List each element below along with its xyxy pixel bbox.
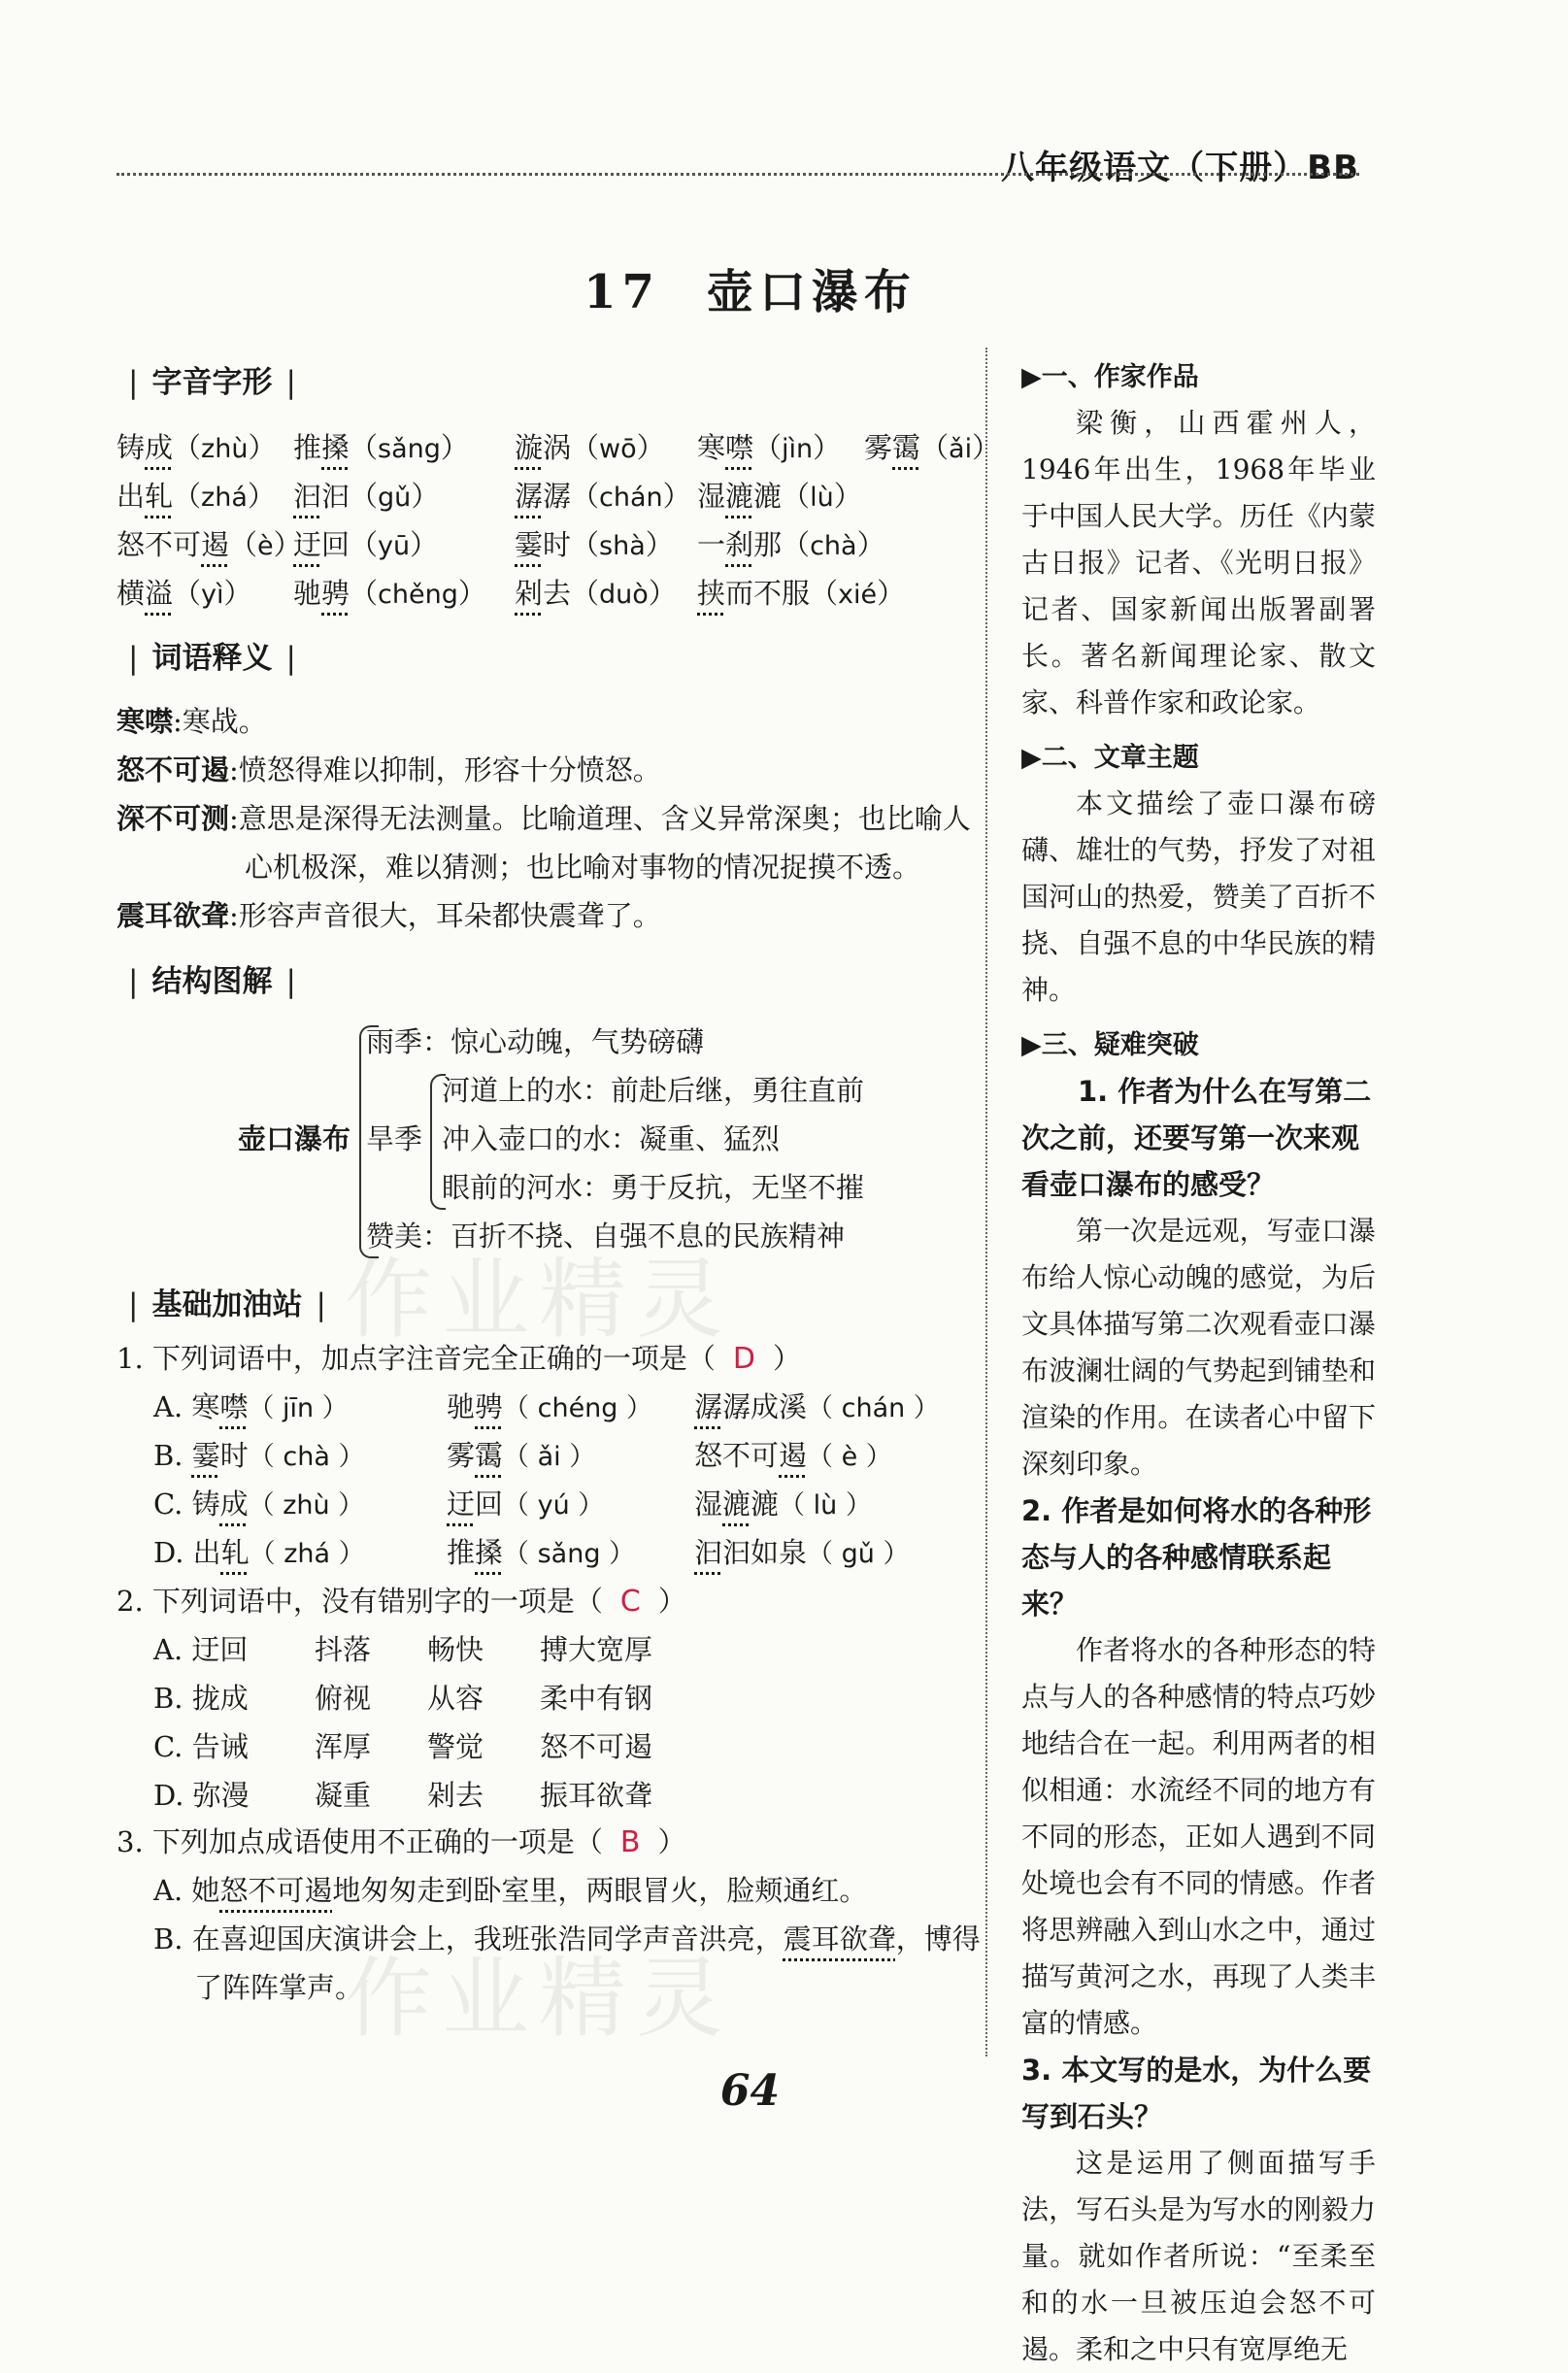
question-3: 3. 下列加点成语使用不正确的一项是（ B ） [117,1825,686,1859]
option-item: 迂回（ yú ） [447,1487,605,1521]
section-ciyu: | 词语释义 | [128,641,296,676]
page-number: 64 [719,2066,781,2116]
question-1-options [153,1383,979,1577]
pinyin-item: 雾霭（ǎi） [864,431,1001,464]
option-item: 推搡（ sǎng ） [447,1536,636,1569]
option-item: 雾霭（ ǎi ） [447,1439,596,1472]
option-item: D. 出轧（ zhá ） [153,1536,365,1569]
option-item: 驰骋（ chéng ） [447,1390,653,1423]
definition-item: 怒不可遏:愤怒得难以抑制，形容十分愤怒。 [117,753,661,786]
section-ciyu-title: 词语释义 [151,641,273,676]
option-item: B. 霎时（ chà ） [153,1439,365,1472]
lesson-name: 壶口瀑布 [706,265,917,319]
question-3-option-a: A. 她怒不可遏地匆匆走到卧室里，两眼冒火，脸颊通红。 [153,1874,868,1907]
question-3-option-b-cont: 了阵阵掌声。 [194,1971,364,2004]
lesson-number: 17 [584,265,660,319]
rc-question: 2. 作者是如何将水的各种形态与人的各种感情联系起来？ [1021,1494,1372,1621]
definition-item: 深不可测:意思是深得无法测量。比喻道理、含义异常深奥；也比喻人 [117,802,971,835]
section-jiegou-title: 结构图解 [151,964,273,999]
rc-paragraph: 本文描绘了壶口瀑布磅礴、雄壮的气势，抒发了对祖国河山的热爱，赞美了百折不挠、自强不息的中华民族的精神。 [1021,787,1376,1006]
pinyin-item: 寒噤（jìn） [697,431,842,464]
option-word: 从容 [427,1682,484,1715]
question-2-options [153,1625,755,1820]
header-title: 八年级语文（下册）BB [1001,149,1359,187]
definition-continuation: 心机极深，难以猜测；也比喻对事物的情况捉摸不透。 [245,851,921,884]
pinyin-item: 迂回（yū） [293,528,439,561]
option-item: 怒不可遏（ è ） [694,1439,892,1472]
rc-heading: ▶一、作家作品 [1021,362,1199,392]
option-word: B. 拢成 [153,1682,249,1715]
column-divider [985,348,987,2056]
option-word: 警觉 [427,1730,484,1763]
section-jichu-title: 基础加油站 [151,1287,303,1322]
pinyin-item: 一刹那（chà） [697,528,885,561]
section-jichu: | 基础加油站 | [128,1287,326,1322]
answer-mark: B [619,1825,641,1859]
pinyin-item: 出轧（zhá） [117,480,276,513]
option-item: A. 寒噤（ jīn ） [153,1390,349,1423]
option-item: 湿漉漉（ lù ） [694,1487,872,1521]
pinyin-table [117,423,1001,618]
watermark: 作业精灵 [345,1948,733,2050]
option-word: 振耳欲聋 [540,1779,653,1812]
pinyin-item: 推搡（sǎng） [293,431,469,464]
pinyin-item: 剁去（duò） [515,577,677,610]
pinyin-item: 汩汩（gǔ） [293,480,440,513]
option-row [153,1528,979,1577]
option-word: 搏大宽厚 [540,1633,653,1666]
structure-rainy: 雨季：惊心动魄，气势磅礴 [366,1025,705,1058]
question-1: 1. 下列词语中，加点字注音完全正确的一项是（ D ） [117,1342,802,1376]
option-word: 怒不可遏 [540,1730,653,1763]
option-row [153,1722,755,1771]
pinyin-row [117,520,971,569]
definition-item: 震耳欲聋:形容声音很大，耳朵都快震聋了。 [117,899,661,932]
option-word: 浑厚 [315,1730,372,1763]
rc-paragraph: 作者将水的各种形态的特点与人的各种感情的特点巧妙地结合在一起。利用两者的相似相通：水流经不同的地方有不同的形态，正如人遇到不同处境也会有不同的情感。作者将思辨融入到山水之中，通过描写黄河之水，再现了人类丰富的情感。 [1021,1634,1376,2039]
structure-root: 壶口瀑布 [238,1122,351,1155]
option-row [153,1625,755,1674]
option-item: C. 铸成（ zhù ） [153,1487,365,1521]
pinyin-item: 湿漉漉（lù） [697,480,862,513]
pinyin-row [117,569,971,618]
pinyin-item: 驰骋（chěng） [293,577,486,610]
pinyin-item: 潺潺（chán） [515,480,691,513]
option-word: C. 告诫 [153,1730,249,1763]
option-word: 凝重 [315,1779,372,1812]
pinyin-item: 横溢（yì） [117,577,252,610]
structure-dry-item: 河道上的水：前赴后继，勇往直前 [442,1074,865,1107]
option-word: A. 迂回 [153,1633,249,1666]
structure-dry-label: 旱季 [366,1122,423,1155]
pinyin-item: 铸成（zhù） [117,431,277,464]
header-divider [117,173,1359,176]
rc-heading: ▶三、疑难突破 [1021,1030,1199,1060]
option-word: D. 弥漫 [153,1779,250,1812]
watermark: 作业精灵 [345,1249,733,1351]
section-jiegou: | 结构图解 | [128,964,296,999]
pinyin-row [117,472,971,520]
rc-question: 3. 本文写的是水，为什么要写到石头？ [1021,2054,1372,2133]
pinyin-row [117,423,1001,472]
answer-mark: C [619,1585,641,1619]
rc-paragraph: 这是运用了侧面描写手法，写石头是为写水的刚毅力量。就如作者所说：“至柔至和的水一旦被压迫会怒不可遏。柔和之中只有宽厚绝无 [1021,2147,1376,2365]
question-2: 2. 下列词语中，没有错别字的一项是（ C ） [117,1585,686,1619]
option-word: 剁去 [427,1779,484,1812]
section-ziyin-title: 字音字形 [151,365,273,400]
section-ziyin: | 字音字形 | [128,365,296,400]
structure-dry-item: 冲入壶口的水：凝重、猛烈 [442,1122,781,1155]
option-row [153,1431,979,1480]
pinyin-item: 漩涡（wō） [515,431,665,464]
option-word: 抖落 [315,1633,372,1666]
structure-praise: 赞美：百折不挠、自强不息的民族精神 [366,1220,846,1253]
rc-heading: ▶二、文章主题 [1021,743,1199,773]
option-word: 俯视 [315,1682,372,1715]
definition-list [117,697,971,940]
option-word: 柔中有钢 [540,1682,653,1715]
rc-paragraph: 梁衡，山西霍州人，1946年出生，1968年毕业于中国人民大学。历任《内蒙古日报》记者、《光明日报》记者、国家新闻出版署副署长。著名新闻理论家、散文家、科普作家和政论家。 [1021,407,1376,719]
pinyin-item: 怒不可遏（è） [117,528,302,561]
question-3-option-b: B. 在喜迎国庆演讲会上，我班张浩同学声音洪亮，震耳欲聋，博得 [153,1922,981,1955]
pinyin-item: 挟而不服（xié） [697,577,906,610]
pinyin-item: 霎时（shà） [515,528,674,561]
rc-question: 1. 作者为什么在写第二次之前，还要写第一次来观看壶口瀑布的感受？ [1021,1075,1372,1201]
answer-mark: D [732,1342,755,1376]
option-item: 潺潺成溪（ chán ） [694,1390,940,1423]
option-word: 畅快 [427,1633,484,1666]
structure-diagram [238,1018,937,1260]
rc-paragraph: 第一次是远观，写壶口瀑布给人惊心动魄的感觉，为后文具体描写第二次观看壶口瀑布波澜壮阔的气势起到铺垫和渲染的作用。在读者心中留下深刻印象。 [1021,1215,1376,1480]
option-row [153,1480,979,1528]
lesson-title [0,254,1500,321]
option-row [153,1674,755,1722]
structure-dry-item: 眼前的河水：勇于反抗，无坚不摧 [442,1171,865,1204]
option-item: 汩汩如泉（ gǔ ） [694,1536,910,1569]
definition-item: 寒噤:寒战。 [117,705,267,738]
option-row [153,1383,979,1431]
option-row [153,1771,755,1820]
